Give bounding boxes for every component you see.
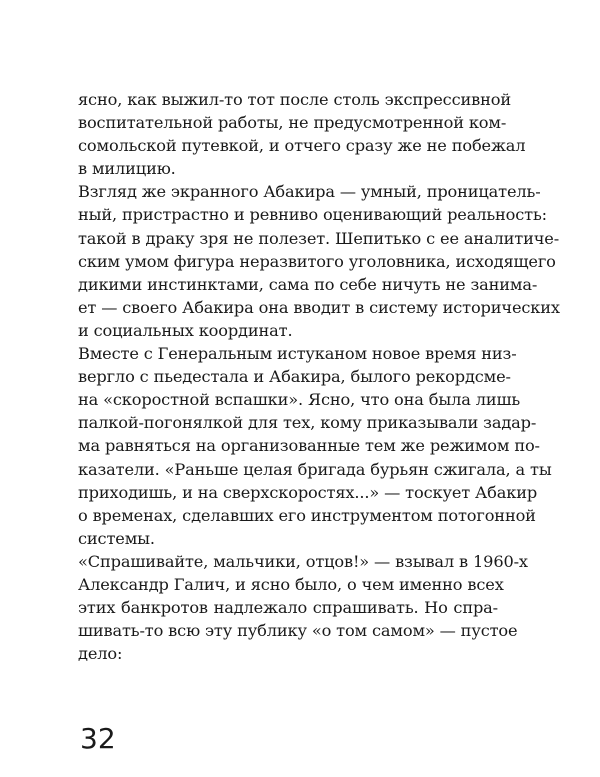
body-text (78, 88, 560, 665)
text-line: Взгляд же экранного Абакира — умный, проницатель- (78, 182, 541, 202)
page-number: 32 (80, 722, 116, 755)
text-line: ный, пристрастно и ревниво оценивающий реальность: (78, 205, 547, 225)
text-line: ясно, как выжил-то тот после столь экспрессивной (78, 90, 511, 109)
text-line: казатели. «Раньше целая бригада бурьян сжигала, а ты (78, 459, 552, 479)
text-line: Вместе с Генеральным истуканом новое время низ- (78, 344, 517, 364)
text-line: воспитательной работы, не предусмотренной ком- (78, 113, 507, 133)
text-line: вергло с пьедестала и Абакира, былого рекордсме- (78, 367, 511, 387)
text-line: на «скоростной вспашки». Ясно, что она была лишь (78, 390, 521, 410)
text-line: и социальных координат. (78, 320, 293, 340)
text-line: ет — своего Абакира она вводит в систему исторических (78, 297, 560, 317)
text-line: дикими инстинктами, сама по себе ничуть не занима- (78, 274, 538, 294)
text-line: этих банкротов надлежало спрашивать. Но спра- (78, 598, 498, 618)
text-line: ма равняться на организованные тем же режимом по- (78, 436, 540, 456)
text-line: системы. (78, 528, 155, 548)
text-line: приходишь, и на сверхскоростях...» — тоскует Абакир (78, 482, 538, 502)
text-line: о временах, сделавших его инструментом потогонной (78, 505, 536, 525)
text-line: ским умом фигура неразвитого уголовника, исходящего (78, 251, 556, 271)
text-line: в милицию. (78, 159, 176, 179)
text-line: палкой-погонялкой для тех, кому приказывали задар- (78, 413, 537, 433)
text-line: сомольской путевкой, и отчего сразу же не побежал (78, 136, 526, 156)
text-line: Александр Галич, и ясно было, о чем именно всех (78, 574, 504, 594)
text-line: такой в драку зря не полезет. Шепитько с ее аналитиче- (78, 228, 560, 248)
text-line: шивать-то всю эту публику «о том самом» — пустое (78, 621, 518, 641)
text-line: «Спрашивайте, мальчики, отцов!» — взывал в 1960-х (78, 551, 528, 571)
text-line: дело: (78, 644, 123, 664)
